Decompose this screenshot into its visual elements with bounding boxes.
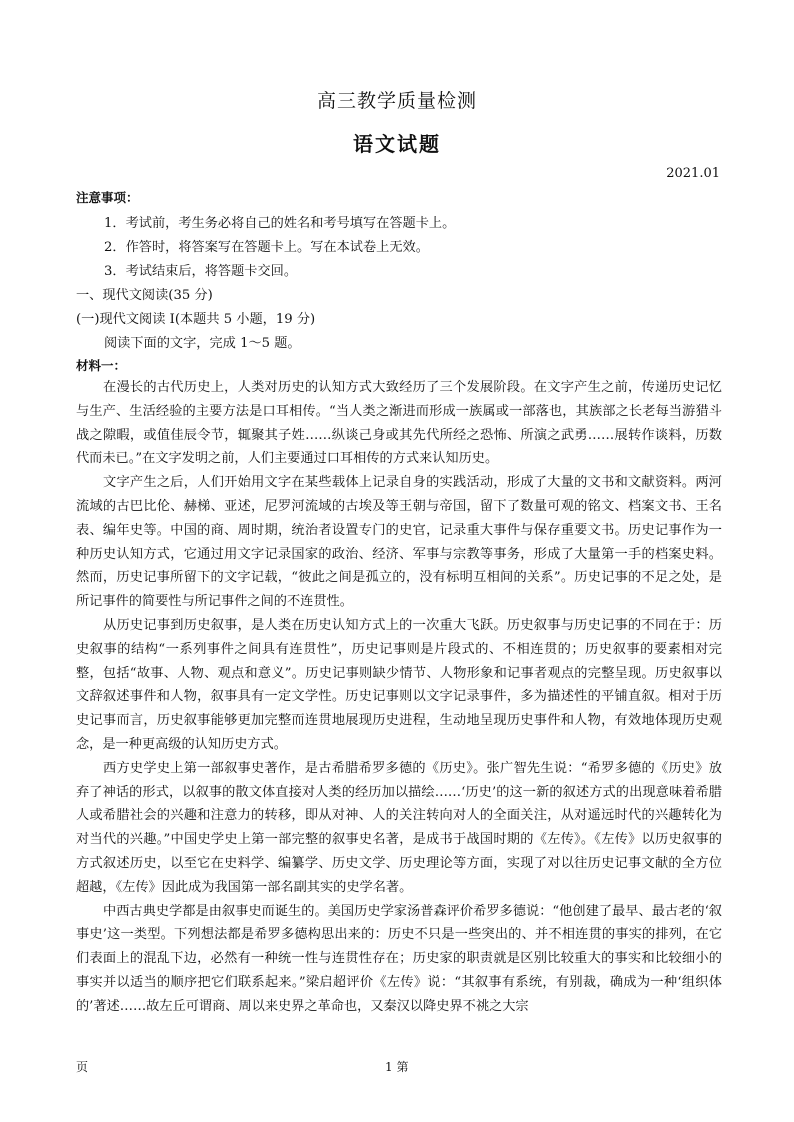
footer-page-label: 页 bbox=[76, 1060, 89, 1074]
paragraph-1: 在漫长的古代历史上，人类对历史的认知方式大致经历了三个发展阶段。在文字产生之前，传递历史记忆与生产、生活经验的主要方法是口耳相传。“当人类之渐进而形成一族属或一部落也，其族部之长老每当游猎斗战之隙暇，或值佳辰令节，辄聚其子姓……纵谈己身或其先代所经之恐怖、所演之武勇……展转作谈料，历数代而未已。”在文字发明之前，人们主要通过口耳相传的方式来认知历史。 bbox=[76, 380, 722, 467]
notice-item-3: 3．考试结束后，将答题卡交回。 bbox=[104, 264, 298, 279]
notice-item-2: 2．作答时，将答案写在答题卡上。写在本试卷上无效。 bbox=[104, 240, 429, 255]
passage-body bbox=[76, 376, 722, 1019]
exam-title: 高三教学质量检测 bbox=[316, 90, 477, 112]
paragraph-3: 从历史记事到历史叙事，是人类在历史认知方式上的一次重大飞跃。历史叙事与历史记事的不同在于：历史叙事的结构“一系列事件之间具有连贯性”，历史记事则是片段式的、不相连贯的；历史叙事的要素相对完整，包括“故事、人物、观点和意义”。历史记事则缺少情节、人物形象和记事者观点的完整呈现。历史叙事以文辞叙述事件和人物，叙事具有一定文学性。历史记事则以文字记录事件，多为描述性的平铺直叙。相对于历史记事而言，历史叙事能够更加完整而连贯地展现历史进程，生动地呈现历史事件和人物，有效地体现历史观念，是一种更高级的认知历史方式。 bbox=[76, 617, 722, 752]
notice-heading: 注意事项： bbox=[76, 190, 139, 205]
material-label: 材料一： bbox=[76, 358, 127, 373]
subsection-title: (一)现代文阅读 I(本题共 5 小题，19 分) bbox=[76, 312, 316, 327]
exam-date: 2021.01 bbox=[666, 166, 720, 181]
reading-instruction: 阅读下面的文字，完成 1～5 题。 bbox=[104, 336, 301, 351]
subject-title: 语文试题 bbox=[353, 132, 441, 156]
paragraph-4: 西方史学史上第一部叙事史著作，是古希腊希罗多德的《历史》。张广智先生说：“希罗多德的《历史》放弃了神话的形式，以叙事的散文体直接对人类的经历加以描绘……‘历史’的这一新的叙述方式的出现意味着希腊人或希腊社会的兴趣和注意力的转移，即从对神、人的关注转向对人的全面关注，从对遥远时代的兴趣转化为对当代的兴趣。”中国史学史上第一部完整的叙事史名著，是成书于战国时期的《左传》。《左传》以历史叙事的方式叙述历史，以至它在史料学、编纂学、历史文学、历史理论等方面，实现了对以往历史记事文献的全方位超越，《左传》因此成为我国第一部名副其实的史学名著。 bbox=[76, 760, 722, 895]
footer-page-number: 1 第 bbox=[385, 1060, 409, 1074]
part-title: 一、现代文阅读(35 分) bbox=[76, 288, 213, 303]
notice-item-1: 1．考试前，考生务必将自己的姓名和考号填写在答题卡上。 bbox=[104, 216, 456, 231]
paragraph-5: 中西古典史学都是由叙事史而诞生的。美国历史学家汤普森评价希罗多德说：“他创建了最早、最古老的‘叙事史’这一类型。下列想法都是希罗多德构思出来的：历史不只是一些突出的、并不相连贯的事实的排列，在它们表面上的混乱下边，必然有一种统一性与连贯性存在；历史家的职责就是区别比较重大的事实和比较细小的事实并以适当的顺序把它们联系起来。”梁启超评价《左传》说：“其叙事有系统，有别裁，确成为一种‘组织体的’著述……故左丘可谓商、周以来史界之革命也，又秦汉以降史界不祧之大宗 bbox=[76, 903, 722, 1014]
paragraph-2: 文字产生之后，人们开始用文字在某些载体上记录自身的实践活动，形成了大量的文书和文献资料。两河流域的古巴比伦、赫梯、亚述，尼罗河流域的古埃及等王朝与帝国，留下了数量可观的铭文、档案文书、王名表、编年史等。中国的商、周时期，统治者设置专门的史官，记录重大事件与保存重要文书。历史记事作为一种历史认知方式，它通过用文字记录国家的政治、经济、军事与宗教等事务，形成了大量第一手的档案史料。然而，历史记事所留下的文字记载，“彼此之间是孤立的，没有标明互相间的关系”。历史记事的不足之处，是所记事件的简要性与所记事件之间的不连贯性。 bbox=[76, 475, 722, 610]
